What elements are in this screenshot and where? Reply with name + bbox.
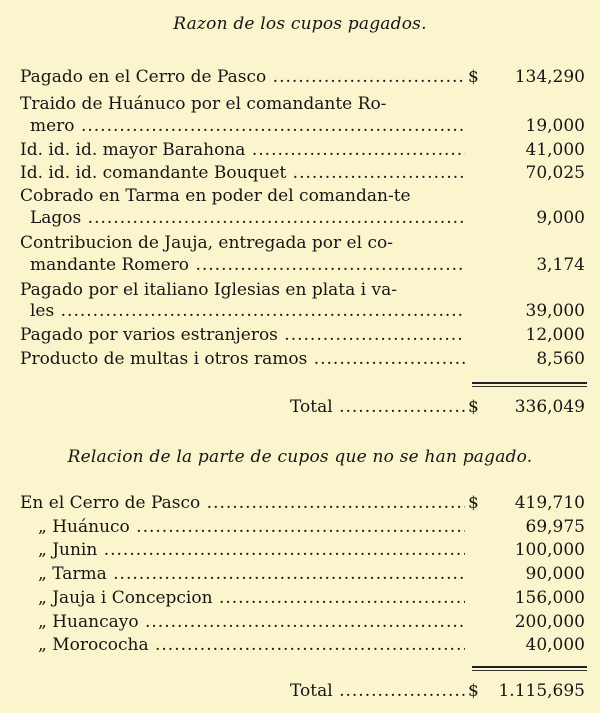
table-row — [0, 185, 600, 207]
row-label: „ Huánuco ..... — [38, 516, 465, 538]
row-label: Producto de multas i otros ramos ..... — [20, 348, 465, 370]
table-row — [0, 324, 600, 346]
table-row — [0, 634, 600, 656]
row-label: Pagado por varios estranjeros ..... — [20, 324, 465, 346]
table-row — [0, 300, 600, 322]
table-row — [0, 563, 600, 585]
row-label: „ Junin ..... — [38, 539, 465, 561]
table-row — [0, 611, 600, 633]
table-row — [0, 93, 600, 115]
row-label: Pagado por el italiano Iglesias en plata i va- — [20, 280, 397, 300]
table-row — [0, 587, 600, 609]
total-currency: $ — [468, 397, 479, 417]
total-value: 1.115,695 — [498, 681, 585, 701]
row-value: 12,000 — [525, 325, 585, 345]
table-row — [0, 162, 600, 184]
total-label: Total ..... — [290, 396, 465, 418]
row-value: 40,000 — [525, 635, 585, 655]
total-row — [0, 680, 600, 702]
table-row — [0, 254, 600, 276]
total-rule — [472, 382, 587, 384]
table-row — [0, 516, 600, 538]
row-value: 90,000 — [525, 564, 585, 584]
row-value: 19,000 — [525, 116, 585, 136]
row-label: Contribucion de Jauja, entregada por el co- — [20, 233, 393, 253]
table-row — [0, 348, 600, 370]
row-label: „ Huancayo ..... — [38, 611, 465, 633]
row-value: 3,174 — [536, 255, 585, 275]
row-value: 9,000 — [536, 208, 585, 228]
row-value: 69,975 — [525, 517, 585, 537]
row-value: 70,025 — [525, 163, 585, 183]
total-value: 336,049 — [514, 397, 585, 417]
row-value: 134,290 — [514, 67, 585, 87]
total-rule — [472, 670, 587, 671]
row-value: 419,710 — [514, 493, 585, 513]
table-row — [0, 115, 600, 137]
table-row — [0, 66, 600, 88]
row-label: les ..... — [30, 300, 465, 322]
row-value: 100,000 — [514, 540, 585, 560]
section1-title: Razon de los cupos pagados. — [173, 14, 427, 34]
row-value: 200,000 — [514, 612, 585, 632]
table-row — [0, 492, 600, 514]
total-label: Total ..... — [290, 680, 465, 702]
row-currency: $ — [468, 493, 479, 513]
row-label: Id. id. id. comandante Bouquet ..... — [20, 162, 465, 184]
total-rule — [472, 666, 587, 668]
total-row — [0, 396, 600, 418]
row-label: Cobrado en Tarma en poder del comandan-te — [20, 186, 411, 206]
total-currency: $ — [468, 681, 479, 701]
row-label: „ Jauja i Concepcion ..... — [38, 587, 465, 609]
row-label: Pagado en el Cerro de Pasco ..... — [20, 66, 465, 88]
section2-title: Relacion de la parte de cupos que no se han pagado. — [67, 447, 533, 467]
table-row — [0, 279, 600, 301]
row-label: Lagos ..... — [30, 207, 465, 229]
row-value: 39,000 — [525, 301, 585, 321]
row-label: Id. id. id. mayor Barahona ..... — [20, 139, 465, 161]
total-rule — [472, 386, 587, 387]
row-value: 41,000 — [525, 140, 585, 160]
row-label: „ Morococha ..... — [38, 634, 465, 656]
row-label: mandante Romero ..... — [30, 254, 465, 276]
table-row — [0, 207, 600, 229]
row-value: 8,560 — [536, 349, 585, 369]
row-label: mero ..... — [30, 115, 465, 137]
table-row — [0, 139, 600, 161]
row-label: „ Tarma ..... — [38, 563, 465, 585]
table-row — [0, 539, 600, 561]
row-label: En el Cerro de Pasco ..... — [20, 492, 465, 514]
row-value: 156,000 — [514, 588, 585, 608]
table-row — [0, 232, 600, 254]
row-label: Traido de Huánuco por el comandante Ro- — [20, 94, 387, 114]
row-currency: $ — [468, 67, 479, 87]
